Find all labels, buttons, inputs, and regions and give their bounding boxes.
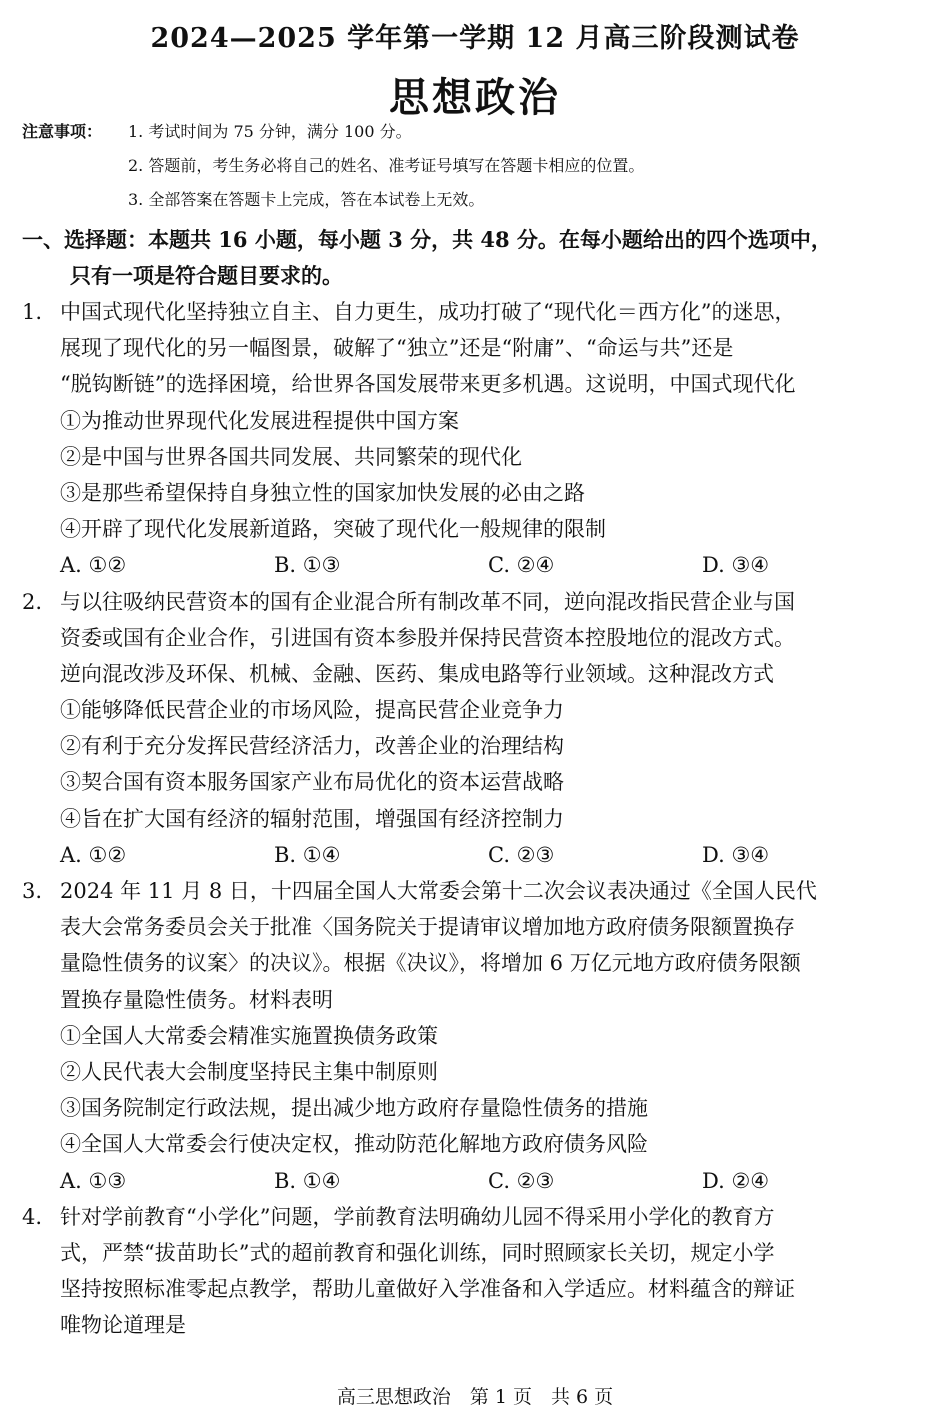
question-block [22,873,934,1199]
question-block [22,1199,934,1344]
question-stem-text: 式，严禁“拔苗助长”式的超前教育和强化训练，同时照顾家长关切，规定小学 [60,1240,775,1265]
question-stem-line [22,873,934,909]
section-heading [22,222,932,294]
question-stem-text: 表大会常务委员会关于批准〈国务院关于提请审议增加地方政府债务限额置换存 [60,915,795,940]
question-stem-line [22,330,934,366]
answer-option: D. ②④ [702,1168,770,1193]
question-statement: ④开辟了现代化发展新道路，突破了现代化一般规律的限制 [60,517,606,542]
question-stem-line [22,1307,934,1343]
answer-option: D. ③④ [702,553,770,578]
answer-option: C. ②③ [488,1168,555,1193]
section-heading-line: 只有一项是符合题目要求的。 [70,263,343,288]
answer-option: A. ①② [60,553,127,578]
question-stem-text: 坚持按照标准零起点教学，帮助儿童做好入学准备和入学适应。材料蕴含的辩证 [60,1277,795,1302]
question-statement: ③国务院制定行政法规，提出减少地方政府存量隐性债务的措施 [60,1096,648,1121]
question-statement: ①全国人大常委会精准实施置换债务政策 [60,1023,438,1048]
answer-option: C. ②③ [488,842,555,867]
answer-option: A. ①③ [60,1168,127,1193]
answer-option: A. ①② [60,842,127,867]
question-stem-line [22,656,934,692]
question-stem-text: 针对学前教育“小学化”问题，学前教育法明确幼儿园不得采用小学化的教育方 [60,1204,775,1229]
question-stem-text: 中国式现代化坚持独立自主、自力更生，成功打破了“现代化＝西方化”的迷思， [60,300,796,324]
question-stem-line [22,909,934,945]
answer-option: B. ①③ [274,553,341,578]
question-number: 3. [22,879,43,903]
question-stem-line [22,620,934,656]
question-statement: ②人民代表大会制度坚持民主集中制原则 [60,1059,438,1084]
question-statement: ②有利于充分发挥民营经济活力，改善企业的治理结构 [60,734,564,759]
note-text: 2. 答题前，考生务必将自己的姓名、准考证号填写在答题卡相应的位置。 [128,156,645,175]
question-stem-line [22,1199,934,1235]
question-statement: ④旨在扩大国有经济的辐射范围，增强国有经济控制力 [60,806,564,831]
question-statement: ④全国人大常委会行使决定权，推动防范化解地方政府债务风险 [60,1132,648,1157]
question-stem-text: 资委或国有企业合作，引进国有资本参股并保持民营资本控股地位的混改方式。 [60,625,795,650]
question-stem-text: 2024 年 11 月 8 日，十四届全国人大常委会第十二次会议表决通过《全国人民代 [60,879,817,903]
note-item [22,118,932,152]
page-footer: 高三思想政治 第 1 页 共 6 页 [336,1386,614,1408]
question-stem-line [22,1235,934,1271]
question-stem-line [22,294,934,330]
question-statement: ①能够降低民营企业的市场风险，提高民营企业竞争力 [60,698,564,723]
question-stem-text: 量隐性债务的议案〉的决议》。根据《决议》，将增加 6 万亿元地方政府债务限额 [60,951,801,976]
exam-notes [22,118,932,220]
question-stem-text: 逆向混改涉及环保、机械、金融、医药、集成电路等行业领域。这种混改方式 [60,661,774,686]
question-stem-text: “脱钩断链”的选择困境，给世界各国发展带来更多机遇。这说明，中国式现代化 [60,372,796,397]
question-stem-text: 唯物论道理是 [60,1313,186,1338]
notes-label: 注意事项： [22,122,103,141]
question-list [22,294,934,1343]
note-text: 3. 全部答案在答题卡上完成，答在本试卷上无效。 [128,190,485,209]
answer-option: B. ①④ [274,1168,341,1193]
question-stem-line [22,1271,934,1307]
answer-option: C. ②④ [488,553,555,578]
question-statement: ①为推动世界现代化发展进程提供中国方案 [60,408,459,433]
question-block [22,294,934,584]
question-stem-line [22,982,934,1018]
question-statement: ③契合国有资本服务国家产业布局优化的资本运营战略 [60,770,564,795]
answer-option: D. ③④ [702,842,770,867]
question-block [22,584,934,874]
note-item [22,186,932,220]
section-heading-line: 一、选择题：本题共 16 小题，每小题 3 分，共 48 分。在每小题给出的四个选项中， [22,227,832,252]
answer-options [22,547,934,583]
question-statement: ③是那些希望保持自身独立性的国家加快发展的必由之路 [60,480,585,505]
question-number: 2. [22,589,43,614]
answer-options [22,1163,934,1199]
question-stem-text: 展现了现代化的另一幅图景，破解了“独立”还是“附庸”、“命运与共”还是 [60,336,734,361]
question-number: 1. [22,300,43,324]
exam-title: 2024—2025 学年第一学期 12 月高三阶段测试卷 [150,23,800,54]
question-number: 4. [22,1204,43,1229]
answer-option: B. ①④ [274,842,341,867]
question-statement: ②是中国与世界各国共同发展、共同繁荣的现代化 [60,444,522,469]
question-stem-line [22,584,934,620]
note-item [22,152,932,186]
question-stem-text: 置换存量隐性债务。材料表明 [60,987,333,1012]
question-stem-line [22,366,934,402]
note-text: 1. 考试时间为 75 分钟，满分 100 分。 [128,122,412,141]
question-stem-line [22,945,934,981]
subject-title: 思想政治 [389,74,561,121]
question-stem-text: 与以往吸纳民营资本的国有企业混合所有制改革不同，逆向混改指民营企业与国 [60,589,795,614]
answer-options [22,837,934,873]
